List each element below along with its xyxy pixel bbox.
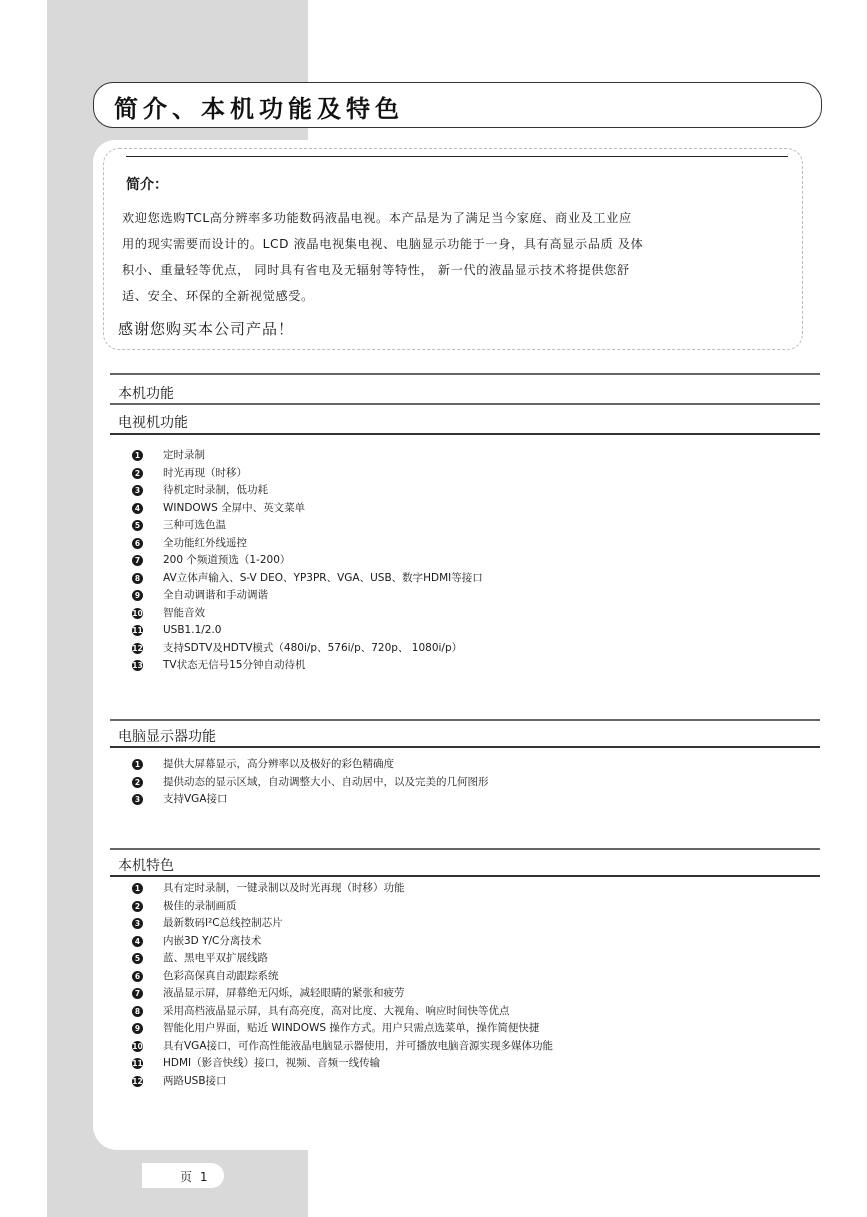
number-bullet: 10 bbox=[132, 1041, 143, 1051]
page-title: 简介、本机功能及特色 bbox=[114, 94, 404, 123]
number-bullet: 8 bbox=[132, 573, 143, 584]
number-bullet: 4 bbox=[132, 936, 143, 947]
intro-line: 欢迎您选购TCL高分辨率多功能数码液晶电视。本产品是为了满足当今家庭、商业及工业应 bbox=[122, 211, 632, 225]
page-number: 页 1 bbox=[180, 1170, 210, 1184]
intro-heading: 简介： bbox=[126, 177, 168, 193]
intro-divider bbox=[126, 156, 788, 157]
intro-line: 积小、重量轻等优点， 同时具有省电及无辐射等特性， 新一代的液晶显示技术将提供您舒 bbox=[122, 263, 630, 277]
number-bullet: 12 bbox=[132, 643, 143, 653]
number-bullet: 5 bbox=[132, 953, 143, 964]
section-rule bbox=[110, 746, 820, 748]
number-bullet: 1 bbox=[132, 450, 143, 461]
intro-line: 适、安全、环保的全新视觉感受。 bbox=[122, 289, 314, 303]
page-margin bbox=[0, 0, 47, 1217]
number-bullet: 7 bbox=[132, 988, 143, 999]
intro-paragraph bbox=[122, 205, 802, 309]
number-bullet: 3 bbox=[132, 918, 143, 929]
number-bullet: 9 bbox=[132, 1023, 143, 1034]
pc-functions-title: 电脑显示器功能 bbox=[118, 729, 216, 745]
number-bullet: 9 bbox=[132, 590, 143, 601]
number-bullet: 10 bbox=[132, 608, 143, 618]
functions-title: 本机功能 bbox=[118, 386, 174, 402]
number-bullet: 1 bbox=[132, 883, 143, 894]
number-bullet: 11 bbox=[132, 1059, 143, 1068]
number-bullet: 6 bbox=[132, 971, 143, 982]
section-rule bbox=[110, 719, 820, 721]
section-rule bbox=[110, 433, 820, 435]
number-bullet: 3 bbox=[132, 485, 143, 496]
number-bullet: 4 bbox=[132, 503, 143, 514]
section-rule bbox=[110, 875, 820, 877]
features-title: 本机特色 bbox=[118, 858, 174, 874]
intro-line: 用的现实需要而设计的。LCD 液晶电视集电视、电脑显示功能于一身，具有高显示品质 及体 bbox=[122, 237, 644, 251]
number-bullet: 2 bbox=[132, 901, 143, 912]
section-rule bbox=[110, 403, 820, 405]
number-bullet: 2 bbox=[132, 468, 143, 479]
section-rule bbox=[110, 373, 820, 375]
number-bullet: 3 bbox=[132, 794, 143, 805]
intro-thanks: 感谢您购买本公司产品！ bbox=[118, 320, 295, 338]
number-bullet: 5 bbox=[132, 520, 143, 531]
tv-functions-title: 电视机功能 bbox=[118, 415, 188, 431]
number-bullet: 7 bbox=[132, 555, 143, 566]
number-bullet: 8 bbox=[132, 1006, 143, 1017]
number-bullet: 11 bbox=[132, 626, 143, 635]
number-bullet: 13 bbox=[132, 661, 143, 670]
number-bullet: 1 bbox=[132, 759, 143, 770]
number-bullet: 12 bbox=[132, 1076, 143, 1086]
number-bullet: 6 bbox=[132, 538, 143, 549]
section-rule bbox=[110, 848, 820, 850]
number-bullet: 2 bbox=[132, 777, 143, 788]
